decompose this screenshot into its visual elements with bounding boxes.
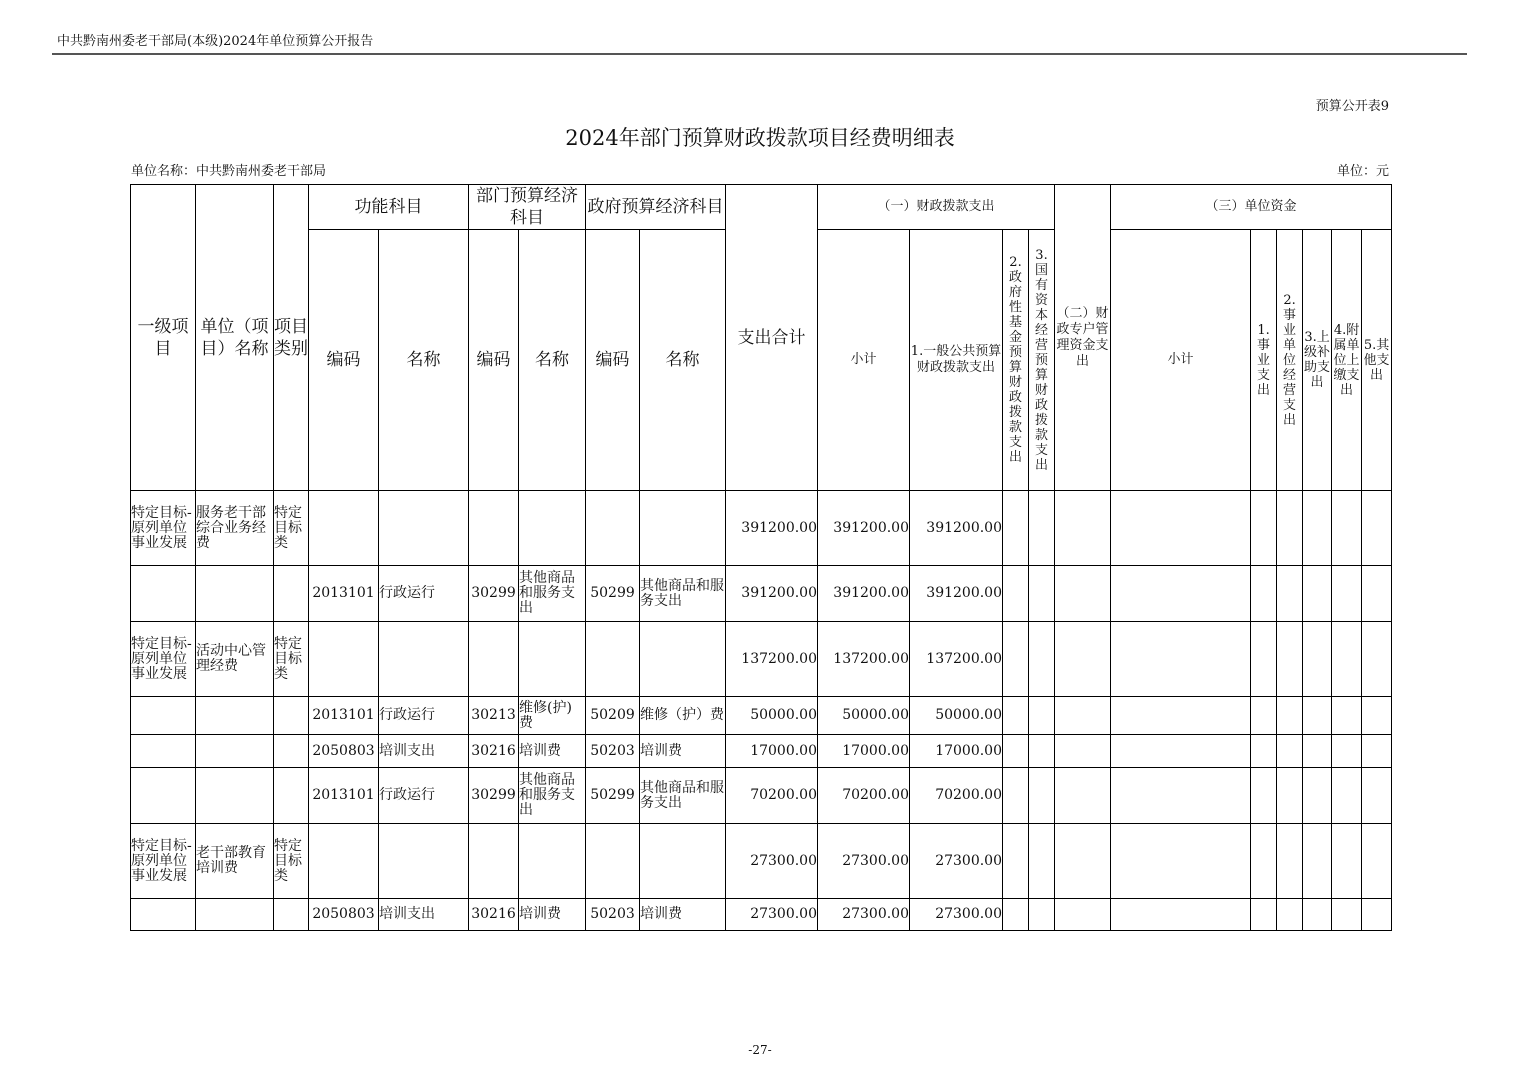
header-subsidy: 3.上级补助支出: [1303, 230, 1332, 491]
empty-cell: [1111, 735, 1251, 768]
general-budget-cell: 27300.00: [910, 824, 1003, 899]
fiscal-subtotal-cell: 391200.00: [818, 491, 910, 566]
fiscal-subtotal-cell: 17000.00: [818, 735, 910, 768]
empty-cell: [1362, 622, 1392, 697]
table-row: [131, 899, 1392, 931]
gov-name-cell: [640, 824, 726, 899]
dept-name-cell: 其他商品和服务支出: [519, 566, 586, 622]
func-name-cell: [379, 622, 469, 697]
table-row: [131, 768, 1392, 824]
empty-cell: [1111, 768, 1251, 824]
empty-cell: [1277, 491, 1303, 566]
empty-cell: [1303, 768, 1332, 824]
empty-cell: [1303, 899, 1332, 931]
empty-cell: [1029, 735, 1055, 768]
empty-cell: [1003, 899, 1029, 931]
empty-cell: [1055, 697, 1111, 735]
empty-cell: [1251, 768, 1277, 824]
gov-name-cell: 其他商品和服务支出: [640, 768, 726, 824]
func-name-cell: 培训支出: [379, 735, 469, 768]
table-number: 预算公开表9: [1315, 99, 1389, 114]
gov-name-cell: 维修（护）费: [640, 697, 726, 735]
total-cell: 137200.00: [726, 622, 818, 697]
empty-cell: [1277, 899, 1303, 931]
table-row: [131, 491, 1392, 566]
header-unit-funds: （三）单位资金: [1111, 185, 1392, 230]
budget-table: [130, 184, 1392, 931]
table-row: [131, 622, 1392, 697]
empty-cell: [1303, 697, 1332, 735]
general-budget-cell: 391200.00: [910, 566, 1003, 622]
project-type-cell: 特定目标类: [274, 491, 309, 566]
func-code-cell: [309, 491, 379, 566]
empty-cell: [1362, 824, 1392, 899]
header-rule: [52, 53, 1467, 55]
func-name-cell: 行政运行: [379, 566, 469, 622]
header-dept-econ: 部门预算经济科目: [469, 185, 586, 230]
empty-cell: [1332, 768, 1362, 824]
header-gov-code: 编码: [586, 230, 640, 491]
func-code-cell: 2013101: [309, 566, 379, 622]
empty-cell: [1303, 622, 1332, 697]
empty-cell: [1111, 697, 1251, 735]
empty-cell: [1303, 735, 1332, 768]
gov-code-cell: 50203: [586, 735, 640, 768]
empty-cell: [1251, 824, 1277, 899]
header-gov-fund: 2.政府性基金预算财政拨款支出: [1003, 230, 1029, 491]
func-code-cell: 2050803: [309, 899, 379, 931]
header-level1: 一级项目: [131, 185, 196, 491]
func-name-cell: 培训支出: [379, 899, 469, 931]
header-dept-name: 名称: [519, 230, 586, 491]
empty-cell: [1332, 491, 1362, 566]
header-fiscal: （一）财政拨款支出: [818, 185, 1055, 230]
project-type-cell: [274, 768, 309, 824]
empty-cell: [1003, 491, 1029, 566]
report-header: 中共黔南州委老干部局(本级)2024年单位预算公开报告: [57, 34, 374, 49]
dept-name-cell: [519, 824, 586, 899]
func-name-cell: [379, 824, 469, 899]
dept-code-cell: 30299: [469, 768, 519, 824]
empty-cell: [1251, 697, 1277, 735]
project-type-cell: 特定目标类: [274, 824, 309, 899]
header-gov-econ: 政府预算经济科目: [586, 185, 726, 230]
header-total: 支出合计: [726, 185, 818, 491]
level1-cell: [131, 768, 196, 824]
general-budget-cell: 70200.00: [910, 768, 1003, 824]
empty-cell: [1111, 899, 1251, 931]
gov-code-cell: 50299: [586, 768, 640, 824]
dept-name-cell: [519, 491, 586, 566]
dept-code-cell: 30213: [469, 697, 519, 735]
header-general-budget: 1.一般公共预算财政拨款支出: [910, 230, 1003, 491]
empty-cell: [1029, 491, 1055, 566]
fiscal-subtotal-cell: 27300.00: [818, 899, 910, 931]
func-name-cell: 行政运行: [379, 697, 469, 735]
header-affiliated: 4.附属单位上缴支出: [1332, 230, 1362, 491]
fiscal-subtotal-cell: 391200.00: [818, 566, 910, 622]
header-dept-code: 编码: [469, 230, 519, 491]
dept-code-cell: 30216: [469, 735, 519, 768]
unit-name-cell: 老干部教育培训费: [196, 824, 274, 899]
total-cell: 27300.00: [726, 824, 818, 899]
empty-cell: [1251, 735, 1277, 768]
dept-name-cell: 维修(护)费: [519, 697, 586, 735]
header-operating: 2.事业单位经营支出: [1277, 230, 1303, 491]
empty-cell: [1055, 824, 1111, 899]
empty-cell: [1111, 566, 1251, 622]
empty-cell: [1332, 735, 1362, 768]
empty-cell: [1332, 566, 1362, 622]
empty-cell: [1251, 622, 1277, 697]
level1-cell: 特定目标-原列单位事业发展: [131, 622, 196, 697]
total-cell: 391200.00: [726, 491, 818, 566]
header-unit-project: 单位（项目）名称: [196, 185, 274, 491]
empty-cell: [1362, 899, 1392, 931]
empty-cell: [1362, 566, 1392, 622]
general-budget-cell: 27300.00: [910, 899, 1003, 931]
func-code-cell: 2050803: [309, 735, 379, 768]
empty-cell: [1003, 824, 1029, 899]
empty-cell: [1303, 824, 1332, 899]
empty-cell: [1362, 491, 1392, 566]
project-type-cell: [274, 735, 309, 768]
empty-cell: [1251, 899, 1277, 931]
level1-cell: [131, 566, 196, 622]
empty-cell: [1029, 566, 1055, 622]
gov-code-cell: [586, 824, 640, 899]
empty-cell: [1003, 622, 1029, 697]
empty-cell: [1303, 566, 1332, 622]
gov-code-cell: 50209: [586, 697, 640, 735]
total-cell: 70200.00: [726, 768, 818, 824]
header-career: 1.事业支出: [1251, 230, 1277, 491]
project-type-cell: 特定目标类: [274, 622, 309, 697]
level1-cell: [131, 735, 196, 768]
header-func-subject: 功能科目: [309, 185, 469, 230]
level1-cell: [131, 697, 196, 735]
total-cell: 50000.00: [726, 697, 818, 735]
total-cell: 27300.00: [726, 899, 818, 931]
empty-cell: [1251, 566, 1277, 622]
empty-cell: [1362, 697, 1392, 735]
empty-cell: [1055, 899, 1111, 931]
gov-name-cell: [640, 491, 726, 566]
unit-name-cell: [196, 697, 274, 735]
level1-cell: 特定目标-原列单位事业发展: [131, 824, 196, 899]
empty-cell: [1332, 824, 1362, 899]
unit-name-cell: [196, 735, 274, 768]
gov-code-cell: [586, 491, 640, 566]
func-code-cell: [309, 824, 379, 899]
unit-name-cell: 活动中心管理经费: [196, 622, 274, 697]
func-name-cell: [379, 491, 469, 566]
page-number: -27-: [748, 1043, 772, 1057]
unit-name-cell: 服务老干部综合业务经费: [196, 491, 274, 566]
gov-name-cell: 其他商品和服务支出: [640, 566, 726, 622]
empty-cell: [1029, 697, 1055, 735]
fiscal-subtotal-cell: 27300.00: [818, 824, 910, 899]
func-name-cell: 行政运行: [379, 768, 469, 824]
empty-cell: [1277, 824, 1303, 899]
empty-cell: [1003, 697, 1029, 735]
table-row: [131, 824, 1392, 899]
currency-unit: 单位：元: [1336, 164, 1389, 179]
unit-name-cell: [196, 566, 274, 622]
dept-code-cell: 30216: [469, 899, 519, 931]
header-func-name: 名称: [379, 230, 469, 491]
empty-cell: [1003, 735, 1029, 768]
dept-code-cell: 30299: [469, 566, 519, 622]
project-type-cell: [274, 697, 309, 735]
empty-cell: [1277, 566, 1303, 622]
empty-cell: [1029, 768, 1055, 824]
empty-cell: [1332, 697, 1362, 735]
dept-name-cell: 其他商品和服务支出: [519, 768, 586, 824]
empty-cell: [1111, 491, 1251, 566]
dept-name-cell: 培训费: [519, 735, 586, 768]
empty-cell: [1029, 899, 1055, 931]
empty-cell: [1277, 735, 1303, 768]
gov-code-cell: 50299: [586, 566, 640, 622]
empty-cell: [1055, 768, 1111, 824]
unit-name: 单位名称：中共黔南州委老干部局: [131, 164, 327, 179]
unit-name-cell: [196, 899, 274, 931]
dept-code-cell: [469, 622, 519, 697]
empty-cell: [1332, 622, 1362, 697]
gov-name-cell: 培训费: [640, 735, 726, 768]
empty-cell: [1003, 768, 1029, 824]
header-func-code: 编码: [309, 230, 379, 491]
empty-cell: [1111, 622, 1251, 697]
gov-name-cell: 培训费: [640, 899, 726, 931]
empty-cell: [1029, 824, 1055, 899]
unit-name-cell: [196, 768, 274, 824]
project-type-cell: [274, 566, 309, 622]
empty-cell: [1055, 491, 1111, 566]
dept-code-cell: [469, 491, 519, 566]
table-row: [131, 735, 1392, 768]
total-cell: 391200.00: [726, 566, 818, 622]
fiscal-subtotal-cell: 137200.00: [818, 622, 910, 697]
header-special-account: （二）财政专户管理资金支出: [1055, 185, 1111, 491]
general-budget-cell: 391200.00: [910, 491, 1003, 566]
level1-cell: [131, 899, 196, 931]
empty-cell: [1332, 899, 1362, 931]
project-type-cell: [274, 899, 309, 931]
empty-cell: [1277, 768, 1303, 824]
header-unit-subtotal: 小计: [1111, 230, 1251, 491]
fiscal-subtotal-cell: 50000.00: [818, 697, 910, 735]
empty-cell: [1251, 491, 1277, 566]
general-budget-cell: 50000.00: [910, 697, 1003, 735]
func-code-cell: 2013101: [309, 768, 379, 824]
empty-cell: [1362, 768, 1392, 824]
table-row: [131, 697, 1392, 735]
empty-cell: [1303, 491, 1332, 566]
header-project-type: 项目类别: [274, 185, 309, 491]
header-fiscal-subtotal: 小计: [818, 230, 910, 491]
empty-cell: [1362, 735, 1392, 768]
total-cell: 17000.00: [726, 735, 818, 768]
empty-cell: [1003, 566, 1029, 622]
empty-cell: [1277, 622, 1303, 697]
general-budget-cell: 17000.00: [910, 735, 1003, 768]
general-budget-cell: 137200.00: [910, 622, 1003, 697]
empty-cell: [1055, 622, 1111, 697]
fiscal-subtotal-cell: 70200.00: [818, 768, 910, 824]
page-title: 2024年部门预算财政拨款项目经费明细表: [565, 126, 955, 150]
dept-name-cell: [519, 622, 586, 697]
empty-cell: [1029, 622, 1055, 697]
level1-cell: 特定目标-原列单位事业发展: [131, 491, 196, 566]
func-code-cell: 2013101: [309, 697, 379, 735]
gov-code-cell: 50203: [586, 899, 640, 931]
header-state-capital: 3.国有资本经营预算财政拨款支出: [1029, 230, 1055, 491]
empty-cell: [1277, 697, 1303, 735]
empty-cell: [1055, 566, 1111, 622]
empty-cell: [1055, 735, 1111, 768]
header-gov-name: 名称: [640, 230, 726, 491]
gov-code-cell: [586, 622, 640, 697]
dept-name-cell: 培训费: [519, 899, 586, 931]
table-row: [131, 566, 1392, 622]
gov-name-cell: [640, 622, 726, 697]
empty-cell: [1111, 824, 1251, 899]
dept-code-cell: [469, 824, 519, 899]
header-other: 5.其他支出: [1362, 230, 1392, 491]
func-code-cell: [309, 622, 379, 697]
